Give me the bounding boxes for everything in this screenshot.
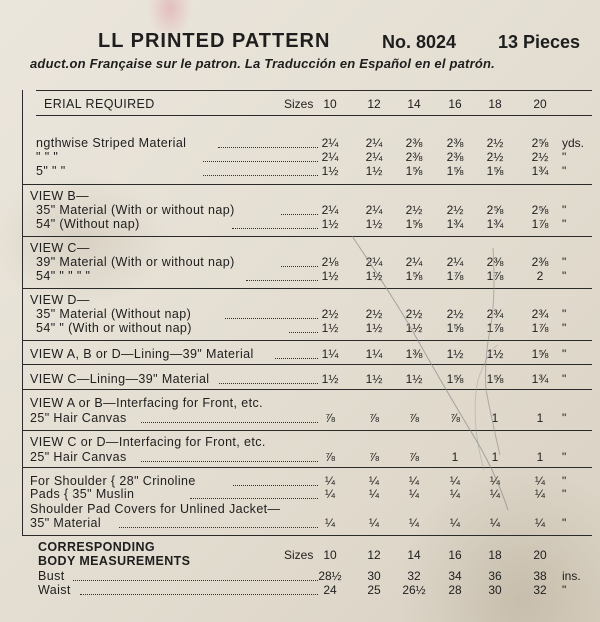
row-label: 39" Material (With or without nap)	[36, 255, 235, 269]
material-row-value: 1½	[321, 372, 339, 386]
table-rule	[22, 389, 592, 390]
material-row-value: 1⅝	[405, 217, 423, 231]
row-label: 25" Hair Canvas	[30, 450, 127, 464]
sizes-label: Sizes	[284, 97, 314, 111]
material-row-value: 1½	[446, 347, 464, 361]
material-row-value: ⅞	[408, 450, 419, 464]
material-row-value: ⅞	[449, 411, 460, 425]
material-row-unit: "	[562, 164, 567, 178]
material-row-value: 1⅞	[531, 217, 549, 231]
leader-dots	[233, 485, 318, 486]
material-row-value: ⅞	[324, 411, 335, 425]
table-rule	[22, 467, 592, 468]
size-header: 14	[407, 97, 421, 111]
material-row-value: ¼	[489, 487, 500, 501]
body-size-header: 20	[533, 548, 547, 562]
material-row-value: ¼	[408, 516, 419, 530]
leader-dots	[119, 527, 318, 528]
material-row-unit: "	[562, 307, 567, 321]
material-row-value: ⅞	[324, 450, 335, 464]
material-row-value: 1¾	[531, 372, 549, 386]
material-row-value: 1½	[321, 217, 339, 231]
row-label: Pads { 35" Muslin	[30, 487, 135, 501]
leader-dots	[203, 161, 318, 162]
material-row-value: ¼	[368, 474, 379, 488]
material-row-value: 1¾	[531, 164, 549, 178]
material-row-value: 2¼	[405, 255, 423, 269]
material-row-value: ¼	[534, 516, 545, 530]
row-label: 54" " (With or without nap)	[36, 321, 192, 335]
measurement-row-value: 34	[448, 569, 462, 583]
material-row-value: 1½	[365, 321, 383, 335]
leader-dots	[246, 280, 318, 281]
table-rule	[22, 340, 592, 341]
material-row-value: ¼	[368, 487, 379, 501]
material-row-value: 1⅞	[486, 321, 504, 335]
row-label: VIEW C—Lining—39" Material	[30, 372, 210, 386]
size-header: 18	[488, 97, 502, 111]
measurement-row-value: 30	[367, 569, 381, 583]
material-row-unit: "	[562, 411, 567, 425]
row-label: 25" Hair Canvas	[30, 411, 127, 425]
measurement-label: Bust	[38, 569, 65, 583]
body-heading-1: CORRESPONDING	[38, 540, 156, 554]
row-label: " " "	[36, 150, 59, 164]
material-row-value: 2½	[486, 136, 504, 150]
measurement-row-value: 32	[407, 569, 421, 583]
material-row-value: 2¼	[321, 203, 339, 217]
table-left-border	[22, 90, 23, 535]
material-row-value: 1	[491, 411, 499, 425]
group-title: VIEW B—	[30, 189, 90, 203]
material-row-value: 2¼	[321, 136, 339, 150]
material-row-value: ¼	[534, 487, 545, 501]
material-row-value: 2⅝	[486, 203, 504, 217]
material-row-value: ⅞	[368, 411, 379, 425]
leader-dots	[218, 147, 319, 148]
material-row-value: ¼	[408, 474, 419, 488]
material-row-unit: "	[562, 150, 567, 164]
material-row-value: ¼	[489, 474, 500, 488]
material-row-value: ¼	[368, 516, 379, 530]
measurement-row-value: 36	[488, 569, 502, 583]
material-row-value: 2½	[446, 203, 464, 217]
leader-dots	[219, 383, 318, 384]
leader-dots	[141, 461, 319, 462]
material-row-value: 2⅜	[405, 150, 423, 164]
material-row-value: 1⅞	[486, 269, 504, 283]
measurement-row-unit: "	[562, 583, 567, 597]
material-row-value: 1½	[405, 321, 423, 335]
material-row-unit: "	[562, 372, 567, 386]
material-row-value: 1⅝	[405, 269, 423, 283]
material-row-value: 1½	[486, 347, 504, 361]
material-row-unit: "	[562, 255, 567, 269]
material-row-value: 2⅛	[321, 255, 339, 269]
row-label: Shoulder Pad Covers for Unlined Jacket—	[30, 502, 281, 516]
material-row-value: 1⅜	[405, 347, 423, 361]
measurement-row-value: 26½	[402, 583, 426, 597]
table-rule	[22, 288, 592, 289]
material-row-unit: "	[562, 321, 567, 335]
table-rule	[22, 430, 592, 431]
measurement-row-value: 32	[533, 583, 547, 597]
material-row-unit: "	[562, 516, 567, 530]
material-row-value: 1⅝	[405, 164, 423, 178]
material-row-value: 2¼	[365, 136, 383, 150]
material-row-value: ¼	[449, 516, 460, 530]
size-header: 12	[367, 97, 381, 111]
size-header: 16	[448, 97, 462, 111]
group-title: VIEW C or D—Interfacing for Front, etc.	[30, 435, 266, 449]
body-size-header: 18	[488, 548, 502, 562]
material-row-unit: "	[562, 269, 567, 283]
material-row-value: 1	[491, 450, 499, 464]
group-title: VIEW A or B—Interfacing for Front, etc.	[30, 396, 264, 410]
measurement-row-value: 30	[488, 583, 502, 597]
leader-dots	[225, 318, 318, 319]
row-label: ngthwise Striped Material	[36, 136, 187, 150]
row-label: For Shoulder { 28" Crinoline	[30, 474, 196, 488]
material-row-unit: yds.	[562, 136, 585, 150]
material-row-value: 2¼	[365, 203, 383, 217]
material-heading: ERIAL REQUIRED	[44, 97, 155, 111]
material-row-value: 1	[451, 450, 459, 464]
material-row-value: 2⅝	[531, 203, 549, 217]
leader-dots	[73, 580, 318, 581]
material-row-value: 2½	[405, 203, 423, 217]
group-title: VIEW C—	[30, 241, 90, 255]
material-row-value: 1	[536, 450, 544, 464]
material-row-value: 1⅝	[446, 164, 464, 178]
material-row-value: 1⅝	[486, 372, 504, 386]
material-row-value: 1⅞	[531, 321, 549, 335]
body-size-header: 12	[367, 548, 381, 562]
material-row-value: ¼	[449, 474, 460, 488]
row-label: VIEW A, B or D—Lining—39" Material	[30, 347, 254, 361]
material-row-unit: "	[562, 487, 567, 501]
row-label: 35" Material (With or without nap)	[36, 203, 235, 217]
material-row-value: 1¾	[486, 217, 504, 231]
row-label: 35" Material	[30, 516, 102, 530]
size-header: 10	[323, 97, 337, 111]
material-row-value: 1⅝	[486, 164, 504, 178]
material-row-value: ¼	[324, 474, 335, 488]
size-header: 20	[533, 97, 547, 111]
table-rule	[22, 364, 592, 365]
leader-dots	[190, 498, 318, 499]
material-row-value: ¼	[324, 516, 335, 530]
table-rule	[36, 115, 592, 116]
measurement-row-unit: ins.	[562, 569, 581, 583]
material-row-value: 1½	[365, 217, 383, 231]
material-row-value: ¼	[489, 516, 500, 530]
table-rule	[22, 535, 592, 536]
material-row-value: 2⅜	[405, 136, 423, 150]
material-row-value: 2⅜	[531, 255, 549, 269]
material-row-unit: "	[562, 347, 567, 361]
body-size-header: 14	[407, 548, 421, 562]
material-row-value: ¼	[324, 487, 335, 501]
material-row-value: 1¼	[365, 347, 383, 361]
measurement-row-value: 24	[323, 583, 337, 597]
pattern-number: No. 8024	[382, 32, 457, 52]
table-rule	[22, 184, 592, 185]
material-row-value: 2⅜	[486, 255, 504, 269]
material-row-value: 2½	[321, 307, 339, 321]
material-row-value: ¼	[449, 487, 460, 501]
material-row-unit: "	[562, 203, 567, 217]
material-row-value: 1½	[365, 164, 383, 178]
leader-dots	[80, 594, 318, 595]
material-row-value: 2⅝	[531, 136, 549, 150]
material-row-value: 1	[536, 411, 544, 425]
row-label: 54" (Without nap)	[36, 217, 140, 231]
material-row-value: 1½	[365, 372, 383, 386]
material-row-value: 1¾	[446, 217, 464, 231]
measurement-row-value: 28½	[318, 569, 342, 583]
body-size-header: 10	[323, 548, 337, 562]
material-row-value: 2⅜	[446, 150, 464, 164]
material-row-value: 2½	[531, 150, 549, 164]
group-title: VIEW D—	[30, 293, 90, 307]
piece-count: 13 Pieces	[498, 32, 581, 52]
material-row-value: 1½	[321, 269, 339, 283]
pattern-title: LL PRINTED PATTERN	[98, 30, 331, 52]
material-row-value: 1½	[365, 269, 383, 283]
row-label: 54" " " " "	[36, 269, 91, 283]
material-row-value: 1⅝	[446, 372, 464, 386]
row-label: 35" Material (Without nap)	[36, 307, 192, 321]
material-row-value: 2¼	[446, 255, 464, 269]
material-row-value: 2½	[365, 307, 383, 321]
material-row-value: 2¼	[321, 150, 339, 164]
material-row-unit: "	[562, 217, 567, 231]
material-row-value: 2	[536, 269, 544, 283]
material-row-value: 2¾	[531, 307, 549, 321]
measurement-label: Waist	[38, 583, 71, 597]
row-label: 5" " "	[36, 164, 66, 178]
material-row-value: 1½	[321, 321, 339, 335]
material-row-value: 2½	[446, 307, 464, 321]
measurement-row-value: 38	[533, 569, 547, 583]
leader-dots	[232, 228, 318, 229]
body-size-header: 16	[448, 548, 462, 562]
material-row-value: 1¼	[321, 347, 339, 361]
material-row-value: 1½	[321, 164, 339, 178]
material-row-unit: "	[562, 450, 567, 464]
translation-note: aduct.on Française sur le patron. La Traducción en Español en el patrón.	[30, 56, 495, 71]
material-row-value: 2½	[405, 307, 423, 321]
material-row-value: 1½	[405, 372, 423, 386]
material-row-value: ⅞	[368, 450, 379, 464]
material-row-value: 2⅜	[446, 136, 464, 150]
material-row-value: 1⅝	[531, 347, 549, 361]
material-row-value: 2¼	[365, 255, 383, 269]
material-row-value: ¼	[408, 487, 419, 501]
material-row-unit: "	[562, 474, 567, 488]
leader-dots	[203, 175, 318, 176]
material-row-value: 2½	[486, 150, 504, 164]
body-heading-2: BODY MEASUREMENTS	[38, 554, 191, 568]
table-rule	[36, 90, 592, 91]
material-row-value: 1⅝	[446, 321, 464, 335]
table-rule	[22, 236, 592, 237]
material-row-value: 1⅞	[446, 269, 464, 283]
body-sizes-label: Sizes	[284, 548, 314, 562]
measurement-row-value: 28	[448, 583, 462, 597]
material-row-value: 2¼	[365, 150, 383, 164]
material-row-value: ¼	[534, 474, 545, 488]
material-row-value: ⅞	[408, 411, 419, 425]
leader-dots	[141, 422, 319, 423]
measurement-row-value: 25	[367, 583, 381, 597]
material-row-value: 2¾	[486, 307, 504, 321]
